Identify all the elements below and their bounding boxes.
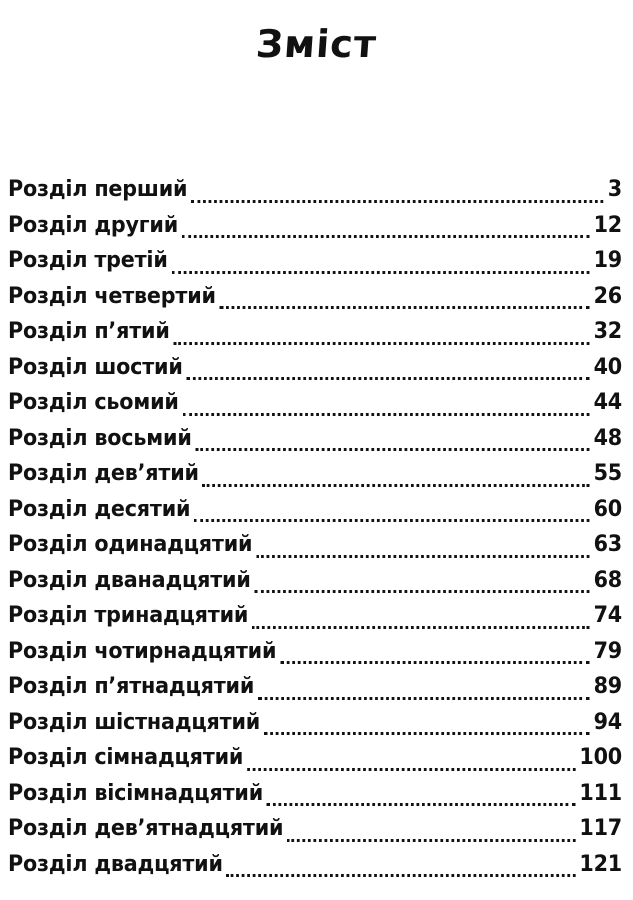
toc-entry-title: Розділ сьомий (8, 389, 179, 415)
toc-entry[interactable] (8, 318, 622, 354)
toc-entry-page-number: 121 (579, 850, 623, 877)
dot-leader (258, 697, 590, 700)
toc-entry[interactable] (8, 851, 622, 887)
toc-entry[interactable] (8, 212, 622, 248)
dot-leader (254, 590, 589, 593)
toc-entry-page-number: 12 (593, 211, 623, 238)
toc-entry-title: Розділ третій (8, 247, 168, 273)
toc-entry-title: Розділ тринадцятий (8, 602, 249, 628)
toc-entry-title: Розділ вісімнадцятий (8, 779, 264, 806)
toc-entry-page-number: 19 (593, 247, 623, 273)
toc-entry[interactable] (8, 531, 622, 567)
toc-entry[interactable] (8, 780, 622, 816)
toc-entry-page-number: 100 (579, 744, 623, 770)
dot-leader (173, 342, 590, 345)
toc-entry-title: Розділ восьмий (8, 424, 192, 451)
dot-leader (191, 200, 604, 203)
toc-entry[interactable] (8, 496, 622, 532)
toc-entry[interactable] (8, 744, 622, 780)
toc-entry-title: Розділ одинадцятий (8, 531, 253, 557)
toc-entry-page-number: 48 (593, 424, 623, 451)
dot-leader (256, 555, 590, 558)
dot-leader (252, 626, 590, 629)
toc-entry[interactable] (8, 709, 622, 745)
toc-entry[interactable] (8, 247, 622, 283)
toc-entry-page-number: 79 (593, 637, 623, 664)
toc-entry[interactable] (8, 638, 622, 674)
toc-entry-title: Розділ дев’ятий (8, 460, 199, 486)
toc-entry-title: Розділ чотирнадцятий (8, 637, 277, 664)
toc-entry-title: Розділ четвертий (8, 282, 216, 309)
dot-leader (186, 377, 590, 380)
toc-entry-title: Розділ другий (8, 211, 179, 238)
toc-entry[interactable] (8, 602, 622, 638)
dot-leader (195, 448, 590, 451)
toc-entry-page-number: 40 (593, 353, 623, 380)
toc-entry-page-number: 26 (593, 282, 623, 309)
toc-entry-page-number: 63 (593, 531, 623, 557)
toc-entry-title: Розділ дев’ятнадцятий (8, 815, 284, 841)
toc-entry-page-number: 89 (593, 673, 623, 699)
dot-leader (267, 803, 576, 806)
toc-entry-title: Розділ дванадцятий (8, 566, 251, 593)
toc-entry-page-number: 111 (579, 779, 623, 806)
dot-leader (287, 839, 576, 842)
toc-entry-page-number: 117 (579, 815, 623, 841)
toc-entry-page-number: 3 (607, 176, 623, 202)
toc-entry-page-number: 94 (593, 708, 623, 735)
dot-leader (264, 732, 590, 735)
toc-entry-title: Розділ шістнадцятий (8, 708, 261, 735)
toc-entry-title: Розділ п’ятий (8, 318, 170, 344)
dot-leader (220, 306, 590, 309)
toc-entry-page-number: 68 (593, 566, 623, 593)
dot-leader (171, 271, 590, 274)
toc-entry-page-number: 74 (593, 602, 623, 628)
toc-entry-page-number: 44 (593, 389, 623, 415)
page-title: Зміст (254, 22, 379, 66)
toc-entry-title: Розділ сімнадцятий (8, 744, 244, 770)
dot-leader (194, 519, 590, 522)
toc-entry-title: Розділ десятий (8, 495, 191, 522)
dot-leader (203, 484, 590, 487)
toc-entry[interactable] (8, 567, 622, 603)
toc-entry[interactable] (8, 460, 622, 496)
toc-entry[interactable] (8, 354, 622, 390)
dot-leader (182, 235, 590, 238)
dot-leader (247, 768, 576, 771)
toc-entry-page-number: 55 (593, 460, 623, 486)
toc-entry-title: Розділ перший (8, 176, 188, 202)
toc-entry[interactable] (8, 176, 622, 212)
toc-entry-page-number: 32 (593, 318, 623, 344)
table-of-contents (8, 176, 622, 886)
toc-entry[interactable] (8, 673, 622, 709)
toc-entry[interactable] (8, 425, 622, 461)
dot-leader (280, 661, 590, 664)
toc-entry-page-number: 60 (593, 495, 623, 522)
toc-entry-title: Розділ двадцятий (8, 850, 223, 877)
toc-entry-title: Розділ п’ятнадцятий (8, 673, 255, 699)
dot-leader (226, 874, 575, 877)
toc-entry[interactable] (8, 283, 622, 319)
toc-entry[interactable] (8, 389, 622, 425)
toc-entry[interactable] (8, 815, 622, 851)
toc-entry-title: Розділ шостий (8, 353, 183, 380)
dot-leader (182, 413, 589, 416)
